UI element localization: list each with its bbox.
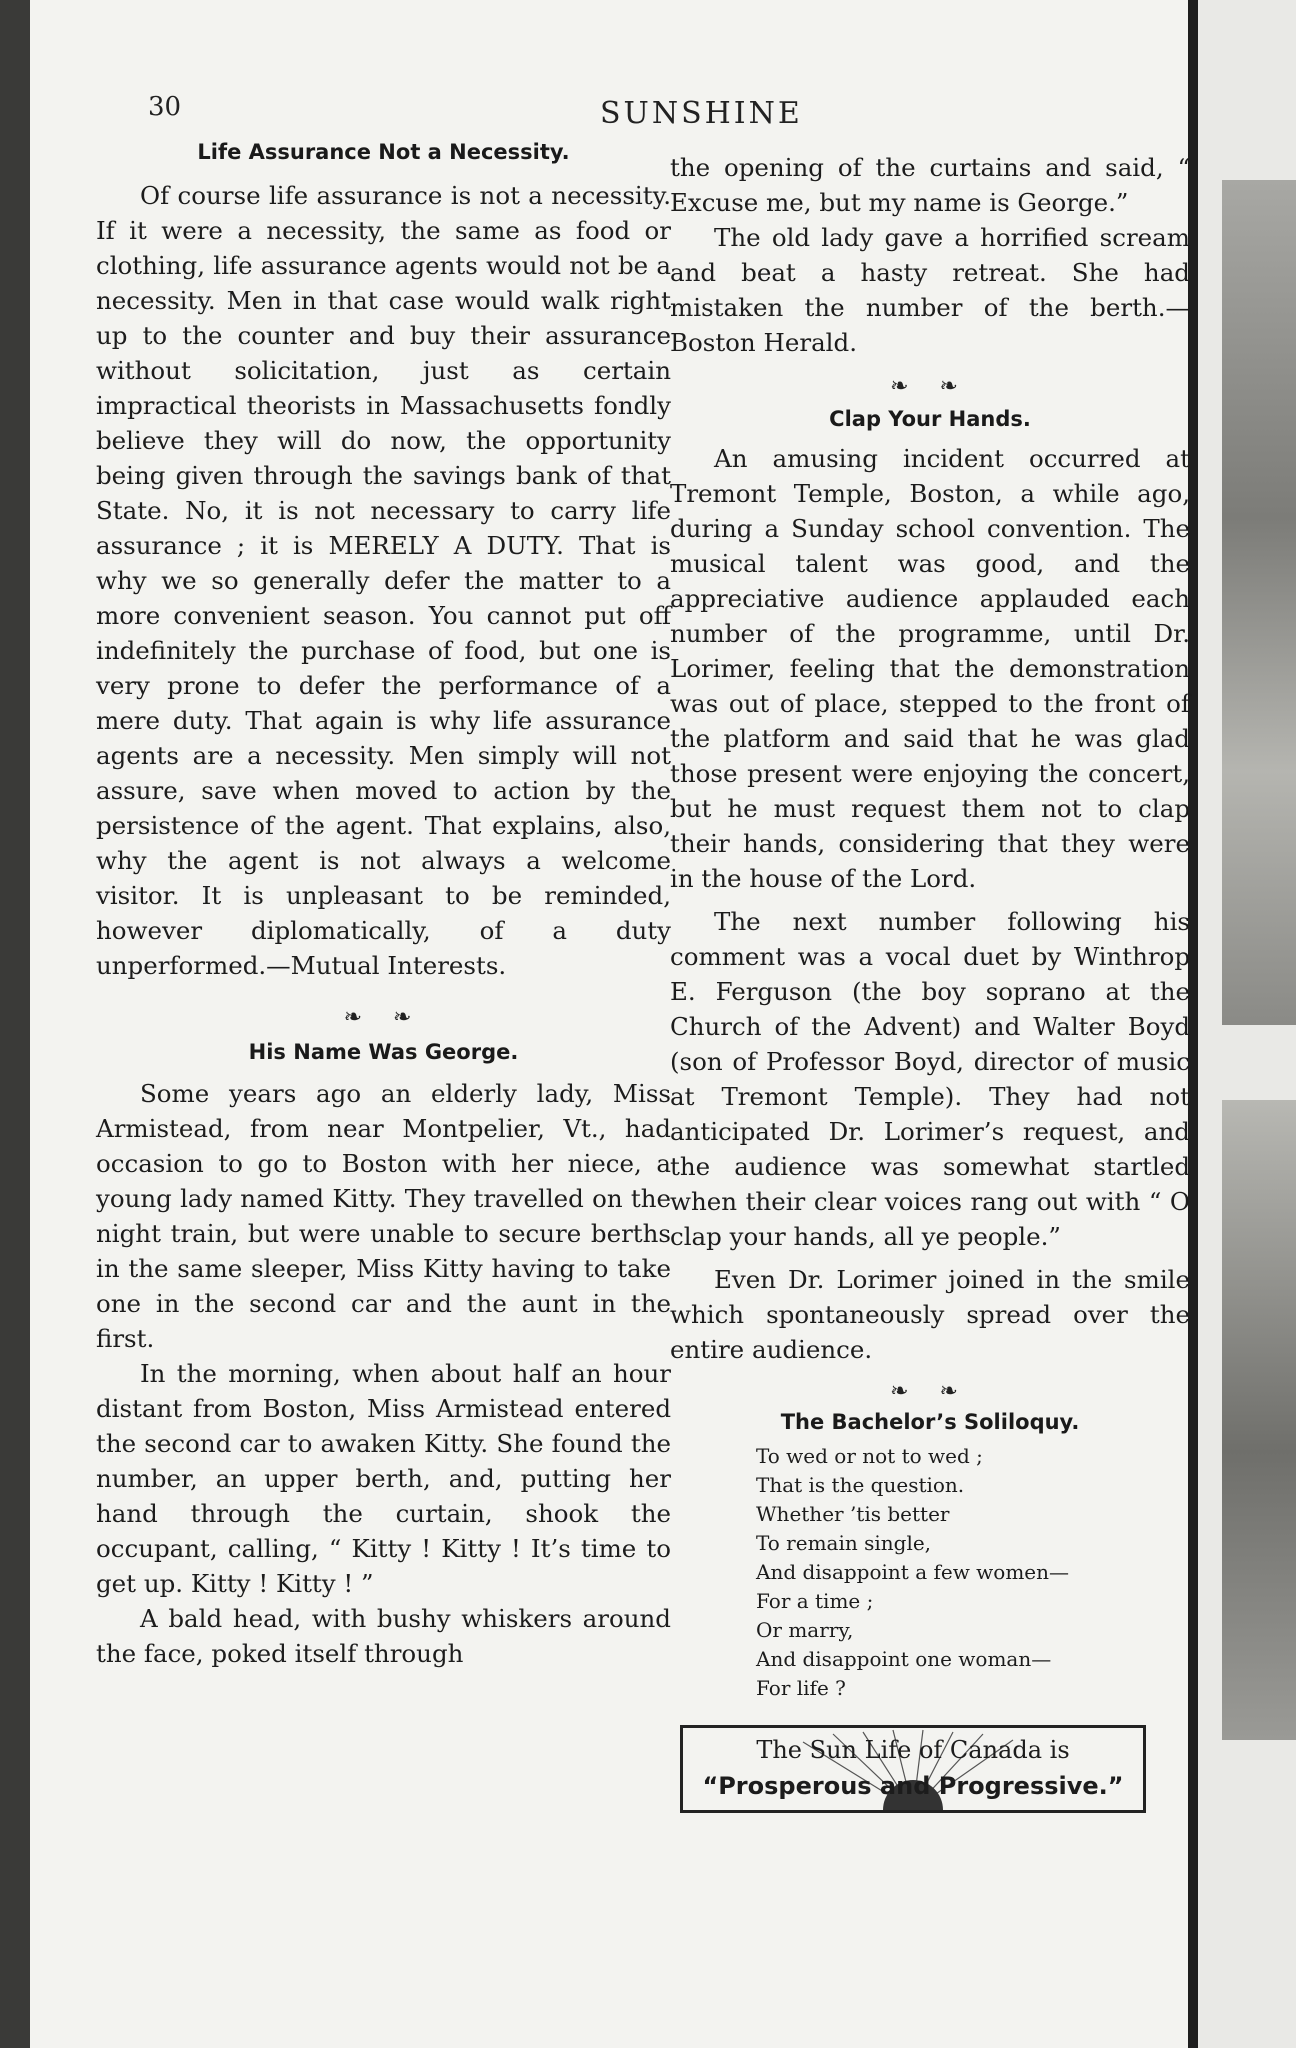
article-title-life-assurance: Life Assurance Not a Necessity. bbox=[197, 140, 570, 164]
article-title-clap-your-hands: Clap Your Hands. bbox=[829, 407, 1031, 431]
facing-page-photo-top bbox=[1222, 180, 1296, 1025]
article-paragraph: the opening of the curtains and said, “ Excuse me, but my name is George.” bbox=[670, 153, 1190, 217]
poem-line: For life ? bbox=[756, 1676, 846, 1700]
poem-line: Whether ’tis better bbox=[756, 1502, 950, 1526]
poem bbox=[756, 1442, 1190, 1703]
article-paragraph: A bald head, with bushy whiskers around the face, poked itself through bbox=[96, 1604, 671, 1668]
ad-line-2: “Prosperous and Progressive.” bbox=[702, 1772, 1124, 1800]
article-title-his-name-was-george: His Name Was George. bbox=[248, 1040, 519, 1064]
article-paragraph: The next number following his comment was a vocal duet by Winthrop E. Ferguson (the boy soprano at the Church of the Advent) and Walter Boyd (son of Professor Boyd, director of music at Tremont Temple). They had not anticipated Dr. Lorimer’s request, and the audience was somewhat startled when their clear voices rang out with “ O clap your hands, all ye people.” bbox=[670, 907, 1190, 1251]
sun-life-ad-box bbox=[680, 1725, 1146, 1813]
section-ornament: ❧ ❧ bbox=[343, 1005, 424, 1030]
ad-line-1: The Sun Life of Canada is bbox=[756, 1736, 1070, 1764]
poem-line: And disappoint one woman— bbox=[756, 1647, 1052, 1671]
left-column bbox=[96, 140, 671, 1671]
poem-line: To remain single, bbox=[756, 1531, 932, 1555]
section-ornament: ❧ ❧ bbox=[890, 374, 970, 399]
facing-page-photo-bottom bbox=[1222, 1100, 1296, 1740]
masthead: SUNSHINE bbox=[600, 96, 803, 131]
poem-line: To wed or not to wed ; bbox=[756, 1444, 983, 1468]
article-paragraph: Even Dr. Lorimer joined in the smile which spontaneously spread over the entire audience. bbox=[670, 1265, 1190, 1364]
article-title-bachelors-soliloquy: The Bachelor’s Soliloquy. bbox=[780, 1410, 1080, 1434]
article-paragraph: An amusing incident occurred at Tremont Temple, Boston, a while ago, during a Sunday school convention. The musical talent was good, and the appreciative audience applauded each number of the programme, until Dr. Lorimer, feeling that the demonstration was out of place, stepped to the front of the platform and said that he was glad those present were enjoying the concert, but he must request them not to clap their hands, considering that they were in the house of the Lord. bbox=[670, 444, 1190, 893]
page-number: 30 bbox=[148, 92, 182, 122]
article-paragraph: Some years ago an elderly lady, Miss Armistead, from near Montpelier, Vt., had occasion to go to Boston with her niece, a young lady named Kitty. They travelled on the night train, but were unable to secure berths in the same sleeper, Miss Kitty having to take one in the second car and the aunt in the first. bbox=[96, 1079, 671, 1353]
article-paragraph: The old lady gave a horrified scream and beat a hasty retreat. She had mistaken the number of the berth.—Boston Herald. bbox=[670, 223, 1190, 357]
poem-line: For a time ; bbox=[756, 1589, 874, 1613]
poem-line: And disappoint a few women— bbox=[756, 1560, 1070, 1584]
section-ornament: ❧ ❧ bbox=[890, 1379, 970, 1404]
article-paragraph: In the morning, when about half an hour distant from Boston, Miss Armistead entered the second car to awaken Kitty. She found the number, an upper berth, and, putting her hand through the curtain, shook the occupant, calling, “ Kitty ! Kitty ! It’s time to get up. Kitty ! Kitty ! ” bbox=[96, 1359, 671, 1598]
poem-line: That is the question. bbox=[756, 1473, 965, 1497]
poem-line: Or marry, bbox=[756, 1618, 854, 1642]
right-column bbox=[670, 150, 1190, 1813]
article-paragraph: Of course life assurance is not a necessity. If it were a necessity, the same as food or clothing, life assurance agents would not be a necessity. Men in that case would walk right up to the counter and buy their assurance without solicitation, just as certain impractical theorists in Massachusetts fondly believe they will do now, the opportunity being given through the savings bank of that State. No, it is not necessary to carry life assurance ; it is MERELY A DUTY. That is why we so generally defer the matter to a more convenient season. You cannot put off indefinitely the purchase of food, but one is very prone to defer the performance of a mere duty. That again is why life assurance agents are a necessity. Men simply will not assure, save when moved to action by the persistence of the agent. That explains, also, why the agent is not always a welcome visitor. It is unpleasant to be reminded, however diplomatically, of a duty unperformed.—Mutual Interests. bbox=[96, 181, 671, 980]
